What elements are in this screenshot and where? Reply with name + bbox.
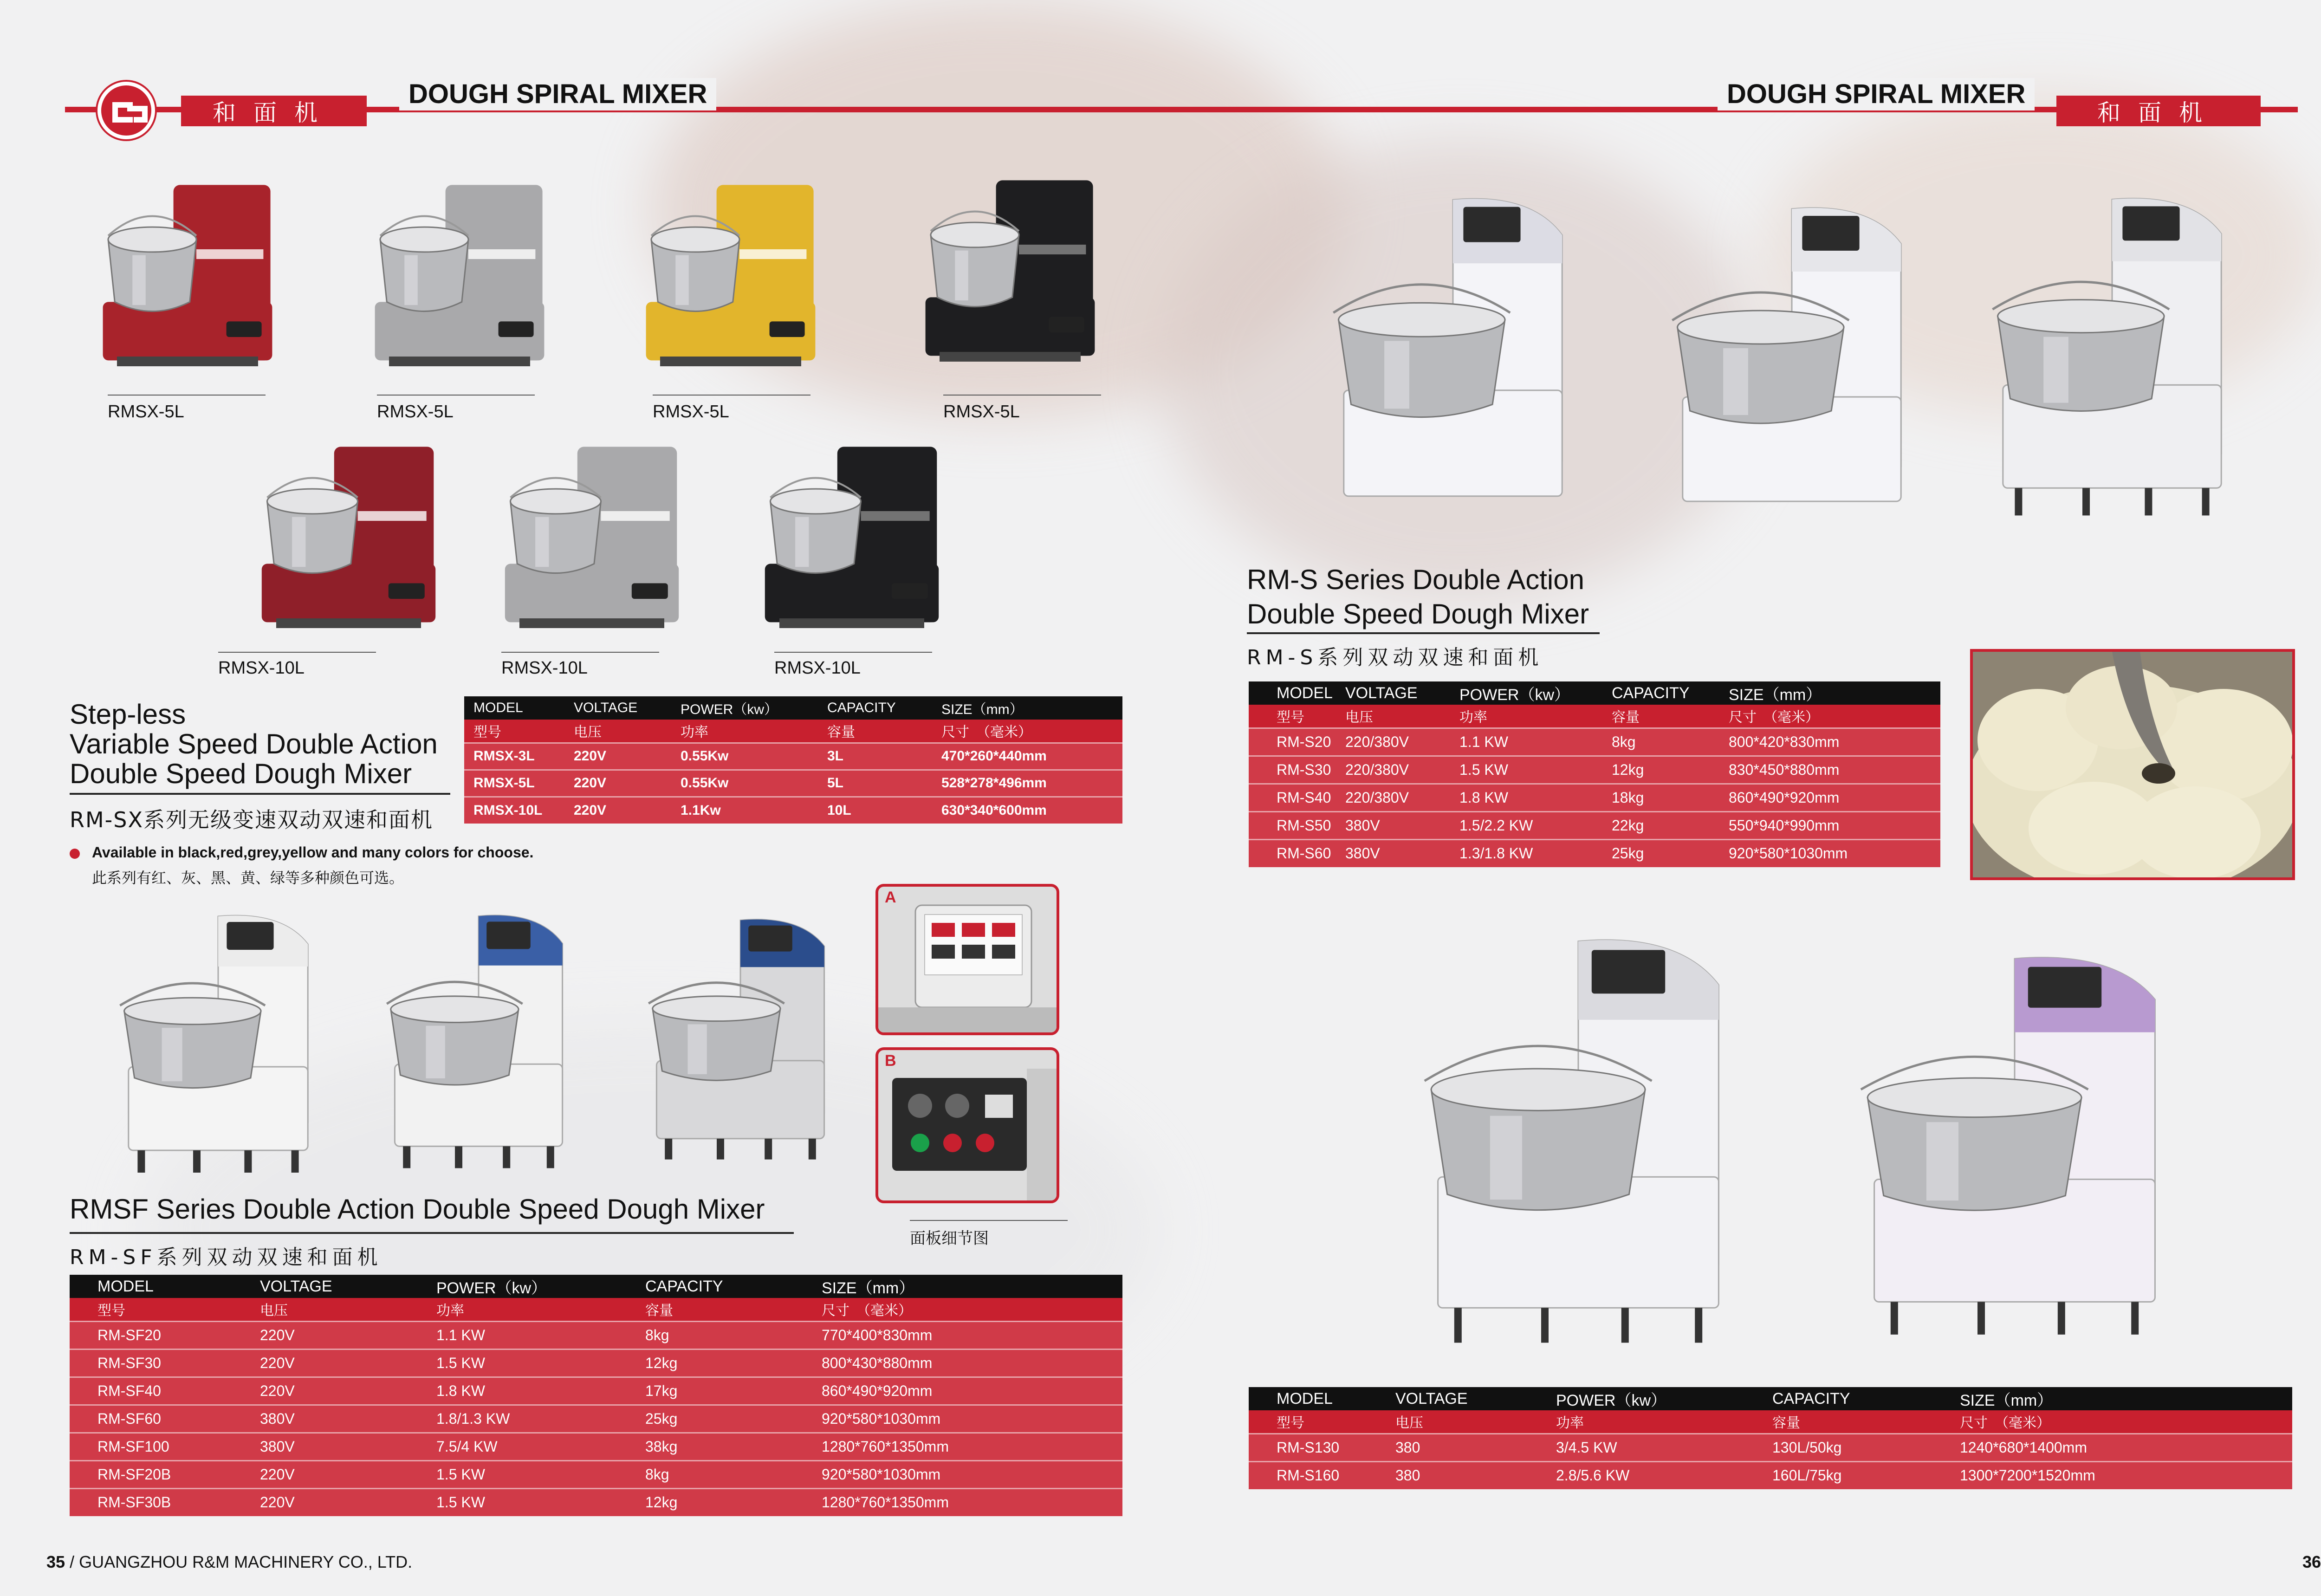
table-cell: 容量 xyxy=(1612,705,1729,728)
table-cell: 1.3/1.8 KW xyxy=(1459,839,1612,867)
table-cell: 220V xyxy=(574,743,681,770)
table-cell: 1.8/1.3 KW xyxy=(436,1405,645,1433)
dough-photo-illustration xyxy=(1973,652,2292,877)
table-cell: 2.8/5.6 KW xyxy=(1556,1461,1772,1489)
mixer-image xyxy=(111,905,325,1184)
table-cell: 1280*760*1350mm xyxy=(822,1488,1122,1516)
panel-detail-a xyxy=(875,884,1059,1035)
table-cell: RM-S160 xyxy=(1249,1461,1395,1489)
rmsx-subtitle: RM-SX系列无级变速双动双速和面机 xyxy=(70,807,433,832)
table-row xyxy=(1249,1434,2292,1461)
table-cell: VOLTAGE xyxy=(574,696,681,720)
table-cell: 功率 xyxy=(681,720,827,743)
table-cell: POWER（kw） xyxy=(1459,681,1612,705)
table-cell: 130L/50kg xyxy=(1772,1434,1960,1461)
table-cell: POWER（kw） xyxy=(436,1275,645,1298)
title-underline xyxy=(1247,632,1600,634)
table-cell: 830*450*880mm xyxy=(1729,756,1940,784)
table-cell: RM-S60 xyxy=(1249,839,1345,867)
company-name: / GUANGZHOU R&M MACHINERY CO., LTD. xyxy=(70,1552,413,1571)
table-cell: 型号 xyxy=(1249,705,1345,728)
rms-title-line2: Double Speed Dough Mixer xyxy=(1247,598,1589,629)
mixer-image xyxy=(99,181,276,376)
table-header-row xyxy=(70,1275,1122,1298)
product-caption: RMSX-5L xyxy=(108,402,184,422)
table-cell: 550*940*990mm xyxy=(1729,811,1940,839)
mixer-image xyxy=(1982,186,2242,529)
table-row xyxy=(70,1433,1122,1460)
table-cell: 功率 xyxy=(1459,705,1612,728)
table-cell: 10L xyxy=(827,797,941,824)
table-cell: SIZE（mm） xyxy=(1960,1387,2292,1410)
table-row xyxy=(70,1321,1122,1349)
table-cell: CAPACITY xyxy=(645,1275,822,1298)
table-cell: 8kg xyxy=(1612,728,1729,756)
table-cell: 22kg xyxy=(1612,811,1729,839)
table-cell: 容量 xyxy=(827,720,941,743)
table-cell: POWER（kw） xyxy=(681,696,827,720)
mixer-image xyxy=(1662,195,1922,543)
mixer-image xyxy=(1411,924,1745,1360)
table-row xyxy=(70,1405,1122,1433)
table-cell: 容量 xyxy=(645,1298,822,1321)
left-page-number: 35 xyxy=(46,1552,65,1571)
caption-rule xyxy=(377,395,535,396)
rms-subtitle: RM-S系列双动双速和面机 xyxy=(1247,646,1543,669)
table-cell: MODEL xyxy=(1249,1387,1395,1410)
table-cell: RM-S40 xyxy=(1249,784,1345,811)
table-cell: 容量 xyxy=(1772,1410,1960,1434)
table-row xyxy=(1249,1461,2292,1489)
table-cell: RMSX-5L xyxy=(464,770,574,797)
product-caption: RMSX-10L xyxy=(501,658,588,678)
title-underline xyxy=(70,1232,794,1234)
table-cell: 1.1 KW xyxy=(436,1321,645,1349)
table-cell: RM-S50 xyxy=(1249,811,1345,839)
table-cell: 220V xyxy=(260,1488,436,1516)
table-cell: VOLTAGE xyxy=(1395,1387,1556,1410)
mixer-image xyxy=(761,443,942,638)
rmsx-color-note-cn: 此系列有红、灰、黑、黄、绿等多种颜色可选。 xyxy=(92,869,404,887)
table-row xyxy=(70,1460,1122,1488)
product-caption: RMSX-5L xyxy=(943,402,1020,422)
table-cell: 1.5/2.2 KW xyxy=(1459,811,1612,839)
footer-left xyxy=(46,1552,412,1572)
table-cell: 860*490*920mm xyxy=(822,1377,1122,1405)
table-cell: RM-S130 xyxy=(1249,1434,1395,1461)
table-cell: 860*490*920mm xyxy=(1729,784,1940,811)
right-header-tag: 和面机 xyxy=(2056,96,2261,126)
mixer-image xyxy=(642,181,819,376)
rms-large-spec-table xyxy=(1249,1387,2292,1489)
table-cell: RM-SF40 xyxy=(70,1377,260,1405)
table-cell: 25kg xyxy=(645,1405,822,1433)
rmsx-title-line1: Step-less xyxy=(70,699,186,730)
table-cell: 1.8 KW xyxy=(1459,784,1612,811)
product-caption: RMSX-10L xyxy=(218,658,305,678)
dough-mixing-photo xyxy=(1970,649,2295,880)
table-cell: 380V xyxy=(1345,811,1459,839)
product-caption: RMSX-5L xyxy=(377,402,454,422)
caption-rule xyxy=(774,652,932,653)
table-cell: MODEL xyxy=(70,1275,260,1298)
table-cell: 920*580*1030mm xyxy=(1729,839,1940,867)
table-cell: MODEL xyxy=(464,696,574,720)
table-cell: 1.5 KW xyxy=(436,1488,645,1516)
table-cell: 1.1 KW xyxy=(1459,728,1612,756)
table-cell: SIZE（mm） xyxy=(822,1275,1122,1298)
table-cell: 18kg xyxy=(1612,784,1729,811)
table-cell: 1.5 KW xyxy=(1459,756,1612,784)
control-panel-a-illustration xyxy=(878,887,1059,1035)
table-row xyxy=(1249,756,1940,784)
table-cell: 220V xyxy=(260,1349,436,1377)
table-header-row xyxy=(1249,1387,2292,1410)
table-cell: 800*430*880mm xyxy=(822,1349,1122,1377)
table-cell: 型号 xyxy=(1249,1410,1395,1434)
table-cell: MODEL xyxy=(1249,681,1345,705)
table-cell: RM-SF100 xyxy=(70,1433,260,1460)
table-cell: 功率 xyxy=(436,1298,645,1321)
panel-label-a: A xyxy=(885,889,896,906)
table-cell: 25kg xyxy=(1612,839,1729,867)
table-row xyxy=(70,1488,1122,1516)
table-cell: 160L/75kg xyxy=(1772,1461,1960,1489)
table-cell: 380V xyxy=(260,1405,436,1433)
rmsf-subtitle: RM-SF系列双动双速和面机 xyxy=(70,1246,383,1269)
mixer-image xyxy=(641,910,840,1170)
table-cell: 1240*680*1400mm xyxy=(1960,1434,2292,1461)
table-cell: 220V xyxy=(260,1321,436,1349)
rms-spec-table xyxy=(1249,681,1940,867)
table-cell: 770*400*830mm xyxy=(822,1321,1122,1349)
table-cell: CAPACITY xyxy=(1612,681,1729,705)
caption-rule xyxy=(501,652,659,653)
title-underline xyxy=(70,793,450,795)
table-cell: 电压 xyxy=(1345,705,1459,728)
table-cell: RMSX-3L xyxy=(464,743,574,770)
table-cell: 功率 xyxy=(1556,1410,1772,1434)
table-header-row-cn xyxy=(1249,1410,2292,1434)
table-cell: 800*420*830mm xyxy=(1729,728,1940,756)
mixer-image xyxy=(379,905,578,1179)
table-cell: 220V xyxy=(260,1377,436,1405)
table-cell: 0.55Kw xyxy=(681,743,827,770)
panel-detail-b xyxy=(875,1047,1059,1203)
table-cell: 38kg xyxy=(645,1433,822,1460)
caption-rule xyxy=(108,395,266,396)
table-cell: 电压 xyxy=(1395,1410,1556,1434)
rmsx-color-note: Available in black,red,grey,yellow and many colors for choose. xyxy=(92,844,534,861)
table-cell: 5L xyxy=(827,770,941,797)
table-row xyxy=(464,770,1122,797)
table-cell: 尺寸 （毫米） xyxy=(1729,705,1940,728)
caption-rule xyxy=(943,395,1101,396)
table-row xyxy=(1249,839,1940,867)
table-cell: 0.55Kw xyxy=(681,770,827,797)
table-cell: 1280*760*1350mm xyxy=(822,1433,1122,1460)
table-cell: RMSX-10L xyxy=(464,797,574,824)
table-header-row-cn xyxy=(70,1298,1122,1321)
table-cell: CAPACITY xyxy=(827,696,941,720)
table-cell: 8kg xyxy=(645,1321,822,1349)
table-cell: 17kg xyxy=(645,1377,822,1405)
rmsf-spec-table xyxy=(70,1275,1122,1516)
table-cell: 220V xyxy=(574,770,681,797)
rmsx-title-line2: Variable Speed Double Action xyxy=(70,728,438,759)
mixer-image xyxy=(501,443,682,638)
table-cell: 920*580*1030mm xyxy=(822,1460,1122,1488)
right-header-title: DOUGH SPIRAL MIXER xyxy=(1718,78,2035,110)
table-cell: 920*580*1030mm xyxy=(822,1405,1122,1433)
mixer-image xyxy=(258,443,439,638)
table-cell: 8kg xyxy=(645,1460,822,1488)
table-cell: 528*278*496mm xyxy=(941,770,1122,797)
caption-rule xyxy=(910,1220,1068,1221)
table-cell: 3/4.5 KW xyxy=(1556,1434,1772,1461)
table-cell: 220V xyxy=(574,797,681,824)
table-cell: 尺寸 （毫米） xyxy=(822,1298,1122,1321)
table-cell: 220/380V xyxy=(1345,756,1459,784)
table-header-row xyxy=(464,696,1122,720)
table-cell: RM-S20 xyxy=(1249,728,1345,756)
table-cell: 380V xyxy=(1345,839,1459,867)
left-header-title: DOUGH SPIRAL MIXER xyxy=(399,78,716,110)
table-cell: VOLTAGE xyxy=(260,1275,436,1298)
table-cell: 1.5 KW xyxy=(436,1349,645,1377)
table-cell: VOLTAGE xyxy=(1345,681,1459,705)
table-row xyxy=(1249,811,1940,839)
table-cell: 型号 xyxy=(70,1298,260,1321)
table-cell: RM-SF30 xyxy=(70,1349,260,1377)
table-cell: 12kg xyxy=(645,1488,822,1516)
mixer-image xyxy=(1848,942,2182,1351)
table-cell: 630*340*600mm xyxy=(941,797,1122,824)
rmsx-spec-table xyxy=(464,696,1122,824)
table-cell: 尺寸 （毫米） xyxy=(1960,1410,2292,1434)
table-header-row xyxy=(1249,681,1940,705)
table-cell: 1.8 KW xyxy=(436,1377,645,1405)
mixer-image xyxy=(371,181,548,376)
table-cell: 3L xyxy=(827,743,941,770)
rmsx-title-line3: Double Speed Dough Mixer xyxy=(70,758,412,789)
table-cell: RM-SF60 xyxy=(70,1405,260,1433)
table-row xyxy=(70,1349,1122,1377)
right-page-number: 36 xyxy=(2302,1552,2321,1571)
table-cell: SIZE（mm） xyxy=(941,696,1122,720)
table-header-row-cn xyxy=(464,720,1122,743)
left-header-tag: 和面机 xyxy=(181,96,367,126)
table-cell: SIZE（mm） xyxy=(1729,681,1940,705)
table-cell: 220/380V xyxy=(1345,728,1459,756)
table-cell: 380 xyxy=(1395,1434,1556,1461)
table-cell: 型号 xyxy=(464,720,574,743)
table-cell: 尺寸 （毫米） xyxy=(941,720,1122,743)
bullet-dot xyxy=(70,849,80,859)
brand-logo-icon xyxy=(97,82,155,139)
table-row xyxy=(464,797,1122,824)
mixer-image xyxy=(922,176,1098,371)
product-caption: RMSX-5L xyxy=(653,402,729,422)
caption-rule xyxy=(218,652,376,653)
table-cell: CAPACITY xyxy=(1772,1387,1960,1410)
table-cell: 1.1Kw xyxy=(681,797,827,824)
table-cell: 电压 xyxy=(574,720,681,743)
table-cell: 380V xyxy=(260,1433,436,1460)
caption-rule xyxy=(653,395,810,396)
table-cell: POWER（kw） xyxy=(1556,1387,1772,1410)
table-cell: RM-SF20B xyxy=(70,1460,260,1488)
mixer-image xyxy=(1323,186,1583,538)
table-cell: RM-SF20 xyxy=(70,1321,260,1349)
rmsf-title: RMSF Series Double Action Double Speed Dough Mixer xyxy=(70,1194,765,1225)
control-panel-b-illustration xyxy=(878,1050,1059,1203)
table-row xyxy=(70,1377,1122,1405)
table-cell: 1300*7200*1520mm xyxy=(1960,1461,2292,1489)
table-cell: 12kg xyxy=(1612,756,1729,784)
table-cell: 12kg xyxy=(645,1349,822,1377)
product-caption: RMSX-10L xyxy=(774,658,861,678)
table-cell: 电压 xyxy=(260,1298,436,1321)
table-cell: 470*260*440mm xyxy=(941,743,1122,770)
table-cell: 1.5 KW xyxy=(436,1460,645,1488)
panel-detail-caption: 面板细节图 xyxy=(910,1229,989,1248)
table-row xyxy=(1249,728,1940,756)
table-header-row-cn xyxy=(1249,705,1940,728)
table-row xyxy=(464,743,1122,770)
table-cell: 380 xyxy=(1395,1461,1556,1489)
panel-label-b: B xyxy=(885,1052,896,1070)
table-cell: 220/380V xyxy=(1345,784,1459,811)
table-cell: 7.5/4 KW xyxy=(436,1433,645,1460)
table-cell: 220V xyxy=(260,1460,436,1488)
table-cell: RM-S30 xyxy=(1249,756,1345,784)
table-cell: RM-SF30B xyxy=(70,1488,260,1516)
rms-title-line1: RM-S Series Double Action xyxy=(1247,564,1584,595)
table-row xyxy=(1249,784,1940,811)
